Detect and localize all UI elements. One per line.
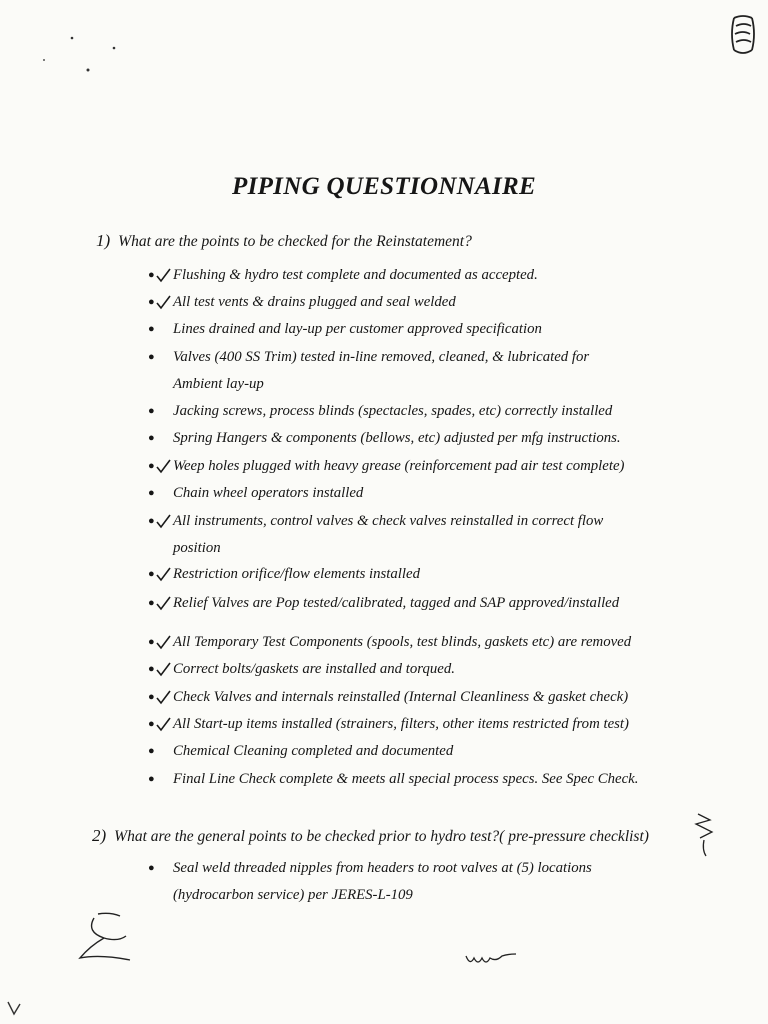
bullet-icon: ● [148, 718, 155, 730]
question-number: 2) [92, 826, 107, 845]
checklist-item-text: Jacking screws, process blinds (spectacles, spades, etc) correctly installed [173, 403, 613, 419]
checkmark-icon [154, 294, 172, 310]
checkmark-icon [154, 267, 172, 283]
bullet-icon: ● [148, 487, 155, 499]
margin-scribble-mark [690, 810, 720, 860]
checkmark-icon [154, 513, 172, 529]
checklist-item-text: All instruments, control valves & check valves reinstalled in correct flow [173, 513, 604, 529]
checkmark-icon [154, 661, 172, 677]
bullet-icon: ● [148, 568, 155, 580]
bullet-icon: ● [148, 515, 155, 527]
checklist-item-text: All Start-up items installed (strainers, filters, other items restricted from test) [173, 716, 629, 732]
checkmark-icon [154, 689, 172, 705]
bullet-icon: ● [148, 351, 155, 363]
bullet-icon: ● [148, 269, 155, 281]
checkmark-icon [154, 458, 172, 474]
bullet-icon: ● [148, 745, 155, 757]
bullet-icon: ● [148, 405, 155, 417]
bullet-icon: ● [148, 432, 155, 444]
checklist-item-text: Spring Hangers & components (bellows, etc) adjusted per mfg instructions. [173, 430, 621, 446]
bullet-icon: ● [148, 663, 155, 675]
checklist-item-text: Final Line Check complete & meets all special process specs. See Spec Check. [173, 771, 639, 787]
checklist-item-text: All test vents & drains plugged and seal welded [173, 294, 456, 310]
question-1 [96, 231, 472, 251]
checklist-item-text: Relief Valves are Pop tested/calibrated, tagged and SAP approved/installed [173, 595, 620, 611]
checklist-item-text: Weep holes plugged with heavy grease (reinforcement pad air test complete) [173, 458, 625, 474]
checklist-item-text: All Temporary Test Components (spools, test blinds, gaskets etc) are removed [173, 634, 632, 650]
checkmark-icon [154, 595, 172, 611]
checklist-item-text: Seal weld threaded nipples from headers to root valves at (5) locations [173, 860, 592, 876]
checklist-item-text: Valves (400 SS Trim) tested in-line removed, cleaned, & lubricated for [173, 349, 590, 365]
checkmark-icon [154, 566, 172, 582]
bullet-icon: ● [148, 636, 155, 648]
checklist-item-text: Correct bolts/gaskets are installed and torqued. [173, 661, 455, 677]
bullet-icon: ● [148, 460, 155, 472]
bullet-icon: ● [148, 296, 155, 308]
bullet-icon: ● [148, 597, 155, 609]
question-text: What are the points to be checked for the Reinstatement? [118, 233, 472, 250]
checkmark-icon [154, 716, 172, 732]
bullet-icon: ● [148, 773, 155, 785]
checkmark-icon [154, 634, 172, 650]
checklist-item-text: position [173, 540, 221, 556]
checklist-item-text: (hydrocarbon service) per JERES-L-109 [173, 887, 413, 903]
bullet-icon: ● [148, 323, 155, 335]
checklist-item-text: Chemical Cleaning completed and documented [173, 743, 454, 759]
signature-mark [70, 908, 140, 968]
checklist-item-text: Restriction orifice/flow elements installed [173, 566, 420, 582]
handwritten-page-number-mark [728, 12, 758, 60]
bullet-icon: ● [148, 691, 155, 703]
checklist-item-text: Check Valves and internals reinstalled (Internal Cleanliness & gasket check) [173, 689, 629, 705]
question-number: 1) [96, 231, 111, 250]
bullet-icon: ● [148, 862, 155, 874]
scan-speck-marks [40, 30, 130, 80]
initials-mark [462, 948, 522, 970]
question-2 [92, 826, 649, 846]
checklist-item-text: Chain wheel operators installed [173, 485, 364, 501]
document-title: PIPING QUESTIONNAIRE [232, 173, 536, 200]
checklist-item-text: Lines drained and lay-up per customer approved specification [173, 321, 542, 337]
checklist-item-text: Flushing & hydro test complete and documented as accepted. [173, 267, 538, 283]
corner-mark [4, 996, 28, 1020]
question-text: What are the general points to be checked prior to hydro test?( pre-pressure checklist) [114, 828, 649, 845]
checklist-item-text: Ambient lay-up [173, 376, 264, 392]
